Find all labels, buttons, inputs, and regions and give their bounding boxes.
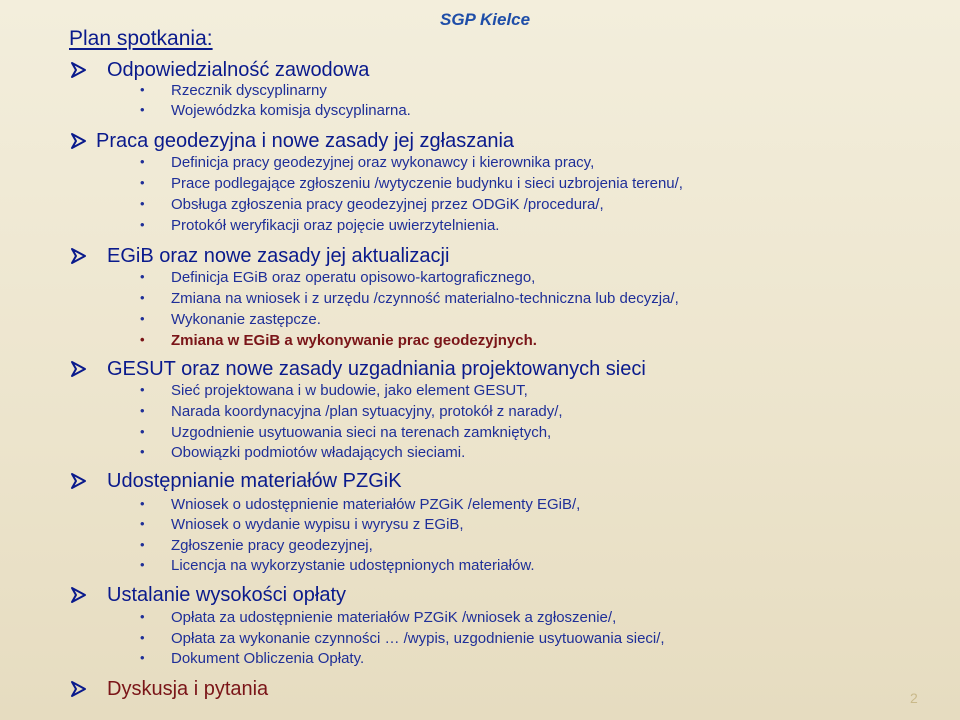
section-title: EGiB oraz nowe zasady jej aktualizacji [107, 245, 450, 267]
arrow-bullet-icon [70, 132, 88, 150]
arrow-bullet-icon [70, 247, 88, 265]
section-title: Udostępnianie materiałów PZGiK [107, 470, 402, 492]
arrow-bullet-icon [70, 360, 88, 378]
section-title: Ustalanie wysokości opłaty [107, 584, 346, 606]
slide: Plan spotkania: SGP Kielce Odpowiedzialność zawodowa • Rzecznik dyscyplinarny • Wojewódzka komisja dyscyplinarna. Praca geodezyjna i nowe zasady jej zgłaszania • Definicja pracy geodezyjnej oraz wykonawcy i kierownika pracy, • Prace podlegające zgłoszeniu /wytyczenie budynku i sieci uzbrojenia terenu/, • Obsługa zgłoszenia pracy geodezyjnej przez ODGiK /procedura/, • Protokół weryfikacji oraz pojęcie uwierzytelnienia. EGiB oraz nowe zasady jej aktualizacji • Definicja EGiB oraz operatu opisowo-kartograficznego, • Zmiana na wniosek i z urzędu /czynność materialno-techniczna lub decyzja/, • Wykonanie zastępcze. • Zmiana w EGiB a wykonywanie prac geodezyjnych. GESUT oraz nowe zasady uzgadniania projektowanych sieci • Sieć projektowana i w budowie, jako element GESUT, • Narada koordynacyjna /plan sytuacyjny, protokół z narady/, • Uzgodnienie usytuowania sieci na terenach zamkniętych, • Obowiązki podmiotów władających sieciami. Udostępnianie materiałów PZGiK • Wniosek o udostępnienie materiałów PZGiK /elementy EGiB/, • Wniosek o wydanie wypisu i wyrysu z EGiB, • Zgłoszenie pracy geodezyjnej, • Licencja na wykorzystanie udostępnionych materiałów. Ustalanie wysokości opłaty • Opłata za udostępnienie materiałów PZGiK /wniosek a zgłoszenie/, • Opłata za wykonanie czynności … /wypis, uzgodnienie usytuowania sieci/, • Dokument Obliczenia Opłaty. Dyskusja i pytania 2 [69, 10, 918, 706]
organization-label: SGP Kielce [440, 10, 531, 29]
page-number: 2 [910, 690, 918, 706]
arrow-bullet-icon [70, 61, 88, 79]
page-title: Plan spotkania: [69, 27, 213, 50]
section-title: Praca geodezyjna i nowe zasady jej zgłaszania [96, 130, 515, 152]
section-title: Dyskusja i pytania [107, 678, 269, 700]
section-title: Odpowiedzialność zawodowa [107, 59, 370, 81]
arrow-bullet-icon [70, 472, 88, 490]
section-title: GESUT oraz nowe zasady uzgadniania projektowanych sieci [107, 358, 646, 380]
arrow-bullet-icon [70, 586, 88, 604]
arrow-bullet-icon [70, 680, 88, 698]
